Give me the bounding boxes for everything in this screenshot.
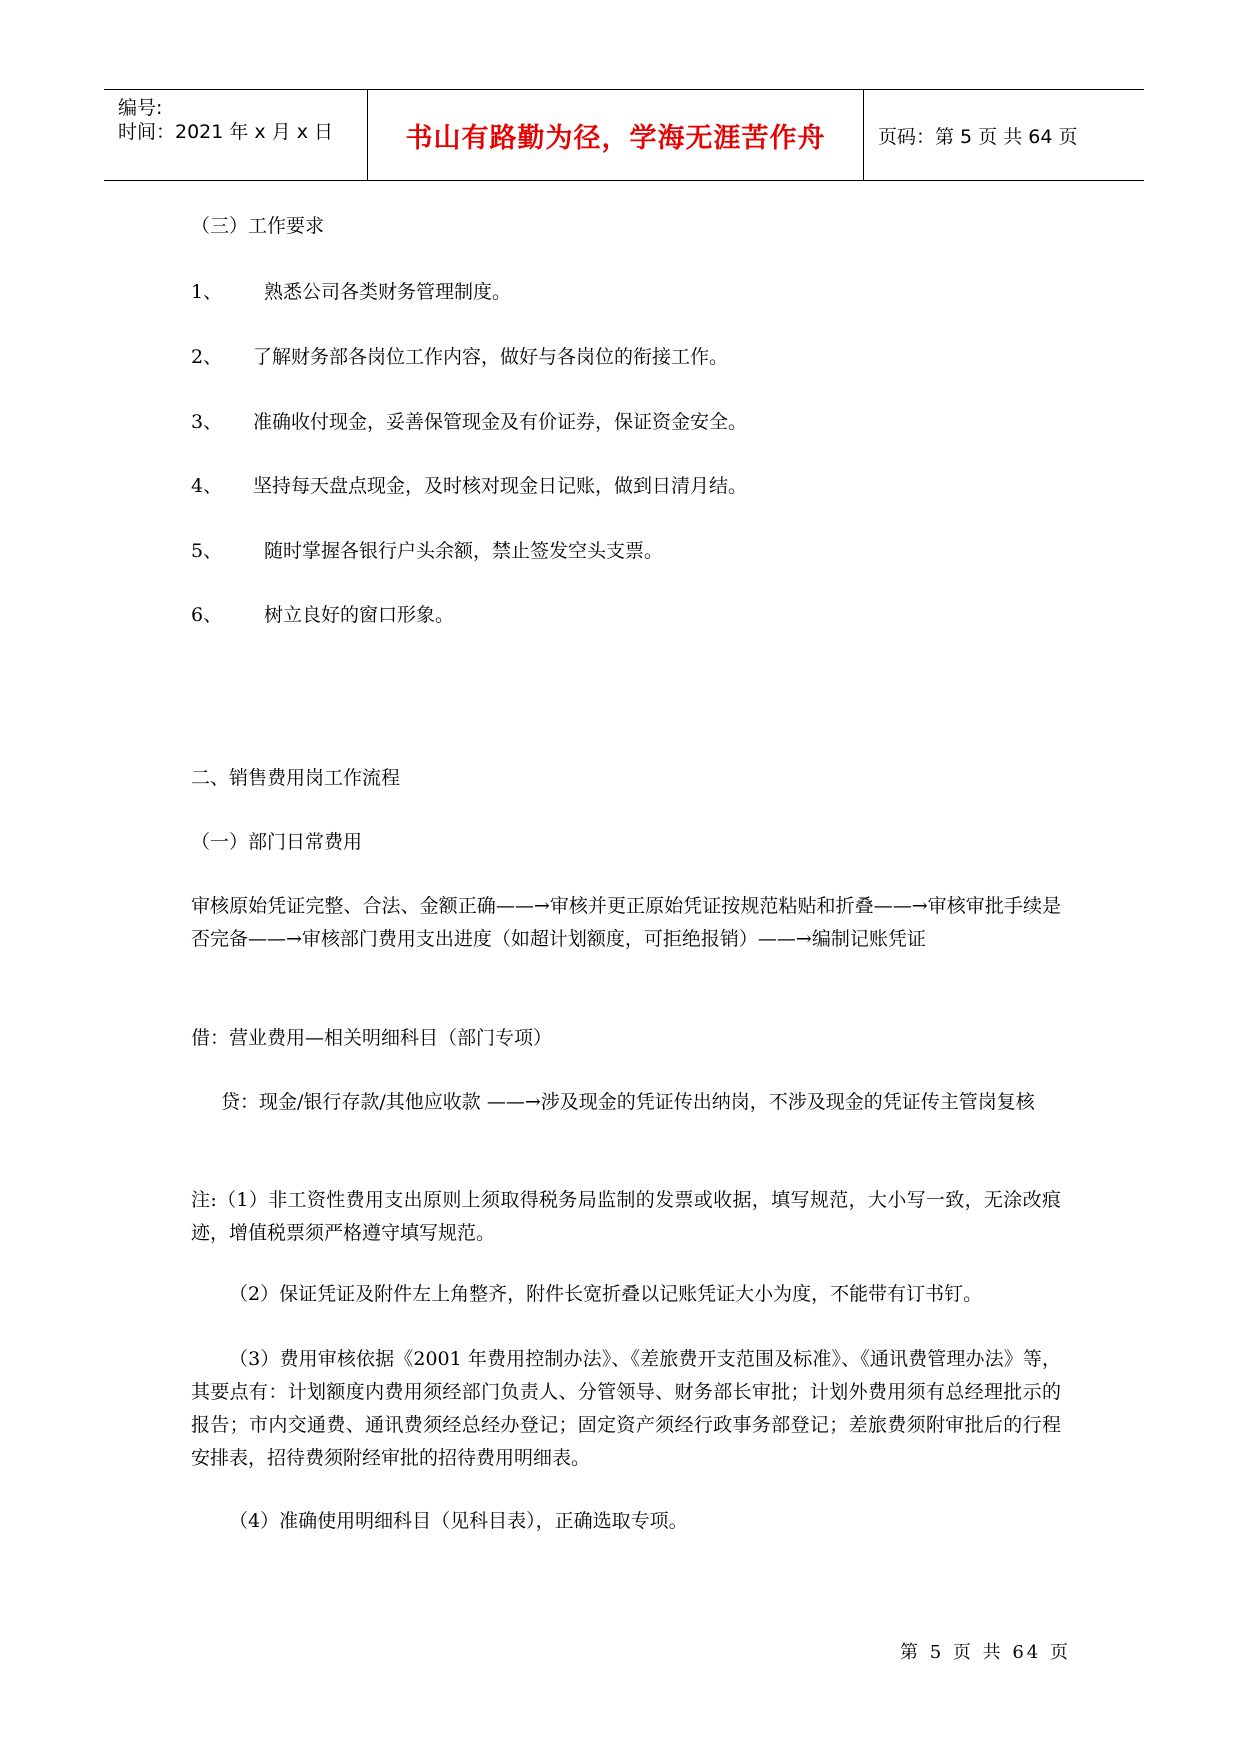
note-paragraph-3: （3）费用审核依据《2001 年费用控制办法》、《差旅费开支范围及标准》、《通讯费管理办法》等，其要点有：计划额度内费用须经部门负责人、分管领导、财务部长审批；计划外费用须有总经理批示的报告；市内交通费、通讯费须经总经办登记；固定资产须经行政事务部登记；差旅费须附审批后的行程安排表，招待费须附经审批的招待费用明细表。: [191, 1348, 1061, 1469]
list-item-number: 3、: [191, 411, 223, 433]
note-paragraph-1: 注:（1）非工资性费用支出原则上须取得税务局监制的发票或收据，填写规范，大小写一致，无涂改痕迹，增值税票须严格遵守填写规范。: [191, 1189, 1061, 1244]
list-item-text: 树立良好的窗口形象。: [264, 604, 455, 626]
sub-heading-department-expense: （一）部门日常费用: [191, 831, 363, 853]
section-heading-sales-expense: 二、销售费用岗工作流程: [191, 767, 401, 789]
list-item-number: 2、: [191, 346, 223, 368]
list-item-text: 坚持每天盘点现金，及时核对现金日记账，做到日清月结。: [253, 475, 748, 497]
list-item-text: 随时掌握各银行户头余额，禁止签发空头支票。: [264, 540, 664, 562]
note-paragraph-4: （4）准确使用明细科目（见科目表），正确选取专项。: [229, 1510, 688, 1532]
note-paragraph-2: （2）保证凭证及附件左上角整齐，附件长宽折叠以记账凭证大小为度，不能带有订书钉。: [229, 1283, 983, 1305]
list-item-number: 6、: [191, 604, 223, 626]
document-number-label: 编号:: [118, 97, 163, 119]
list-item-text: 了解财务部各岗位工作内容，做好与各岗位的衔接工作。: [253, 346, 729, 368]
list-item-text: 熟悉公司各类财务管理制度。: [264, 281, 512, 303]
header-meta: [104, 90, 368, 180]
workflow-paragraph: 审核原始凭证完整、合法、金额正确——→审核并更正原始凭证按规范粘贴和折叠——→审核审批手续是否完备——→审核部门费用支出进度（如超计划额度，可拒绝报销）——→编制记账凭证: [191, 895, 1061, 950]
list-item-number: 4、: [191, 475, 223, 497]
list-item-number: 1、: [191, 281, 223, 303]
page-footer: 第 5 页 共 64 页: [900, 1642, 1071, 1663]
list-item-number: 5、: [191, 540, 223, 562]
section-heading-work-requirements: （三）工作要求: [191, 215, 325, 237]
document-time-label: 时间：2021 年 x 月 x 日: [118, 121, 334, 143]
header-page-info: 页码：第 5 页 共 64 页: [878, 125, 1078, 148]
page-header: [104, 89, 1144, 181]
header-motto: 书山有路勤为径，学海无涯苦作舟: [368, 90, 864, 180]
credit-entry: 贷：现金/银行存款/其他应收款 ——→涉及现金的凭证传出纳岗，不涉及现金的凭证传主管岗复核: [221, 1091, 1035, 1113]
debit-entry: 借：营业费用—相关明细科目（部门专项）: [191, 1027, 553, 1049]
list-item-text: 准确收付现金，妥善保管现金及有价证券，保证资金安全。: [253, 411, 748, 433]
